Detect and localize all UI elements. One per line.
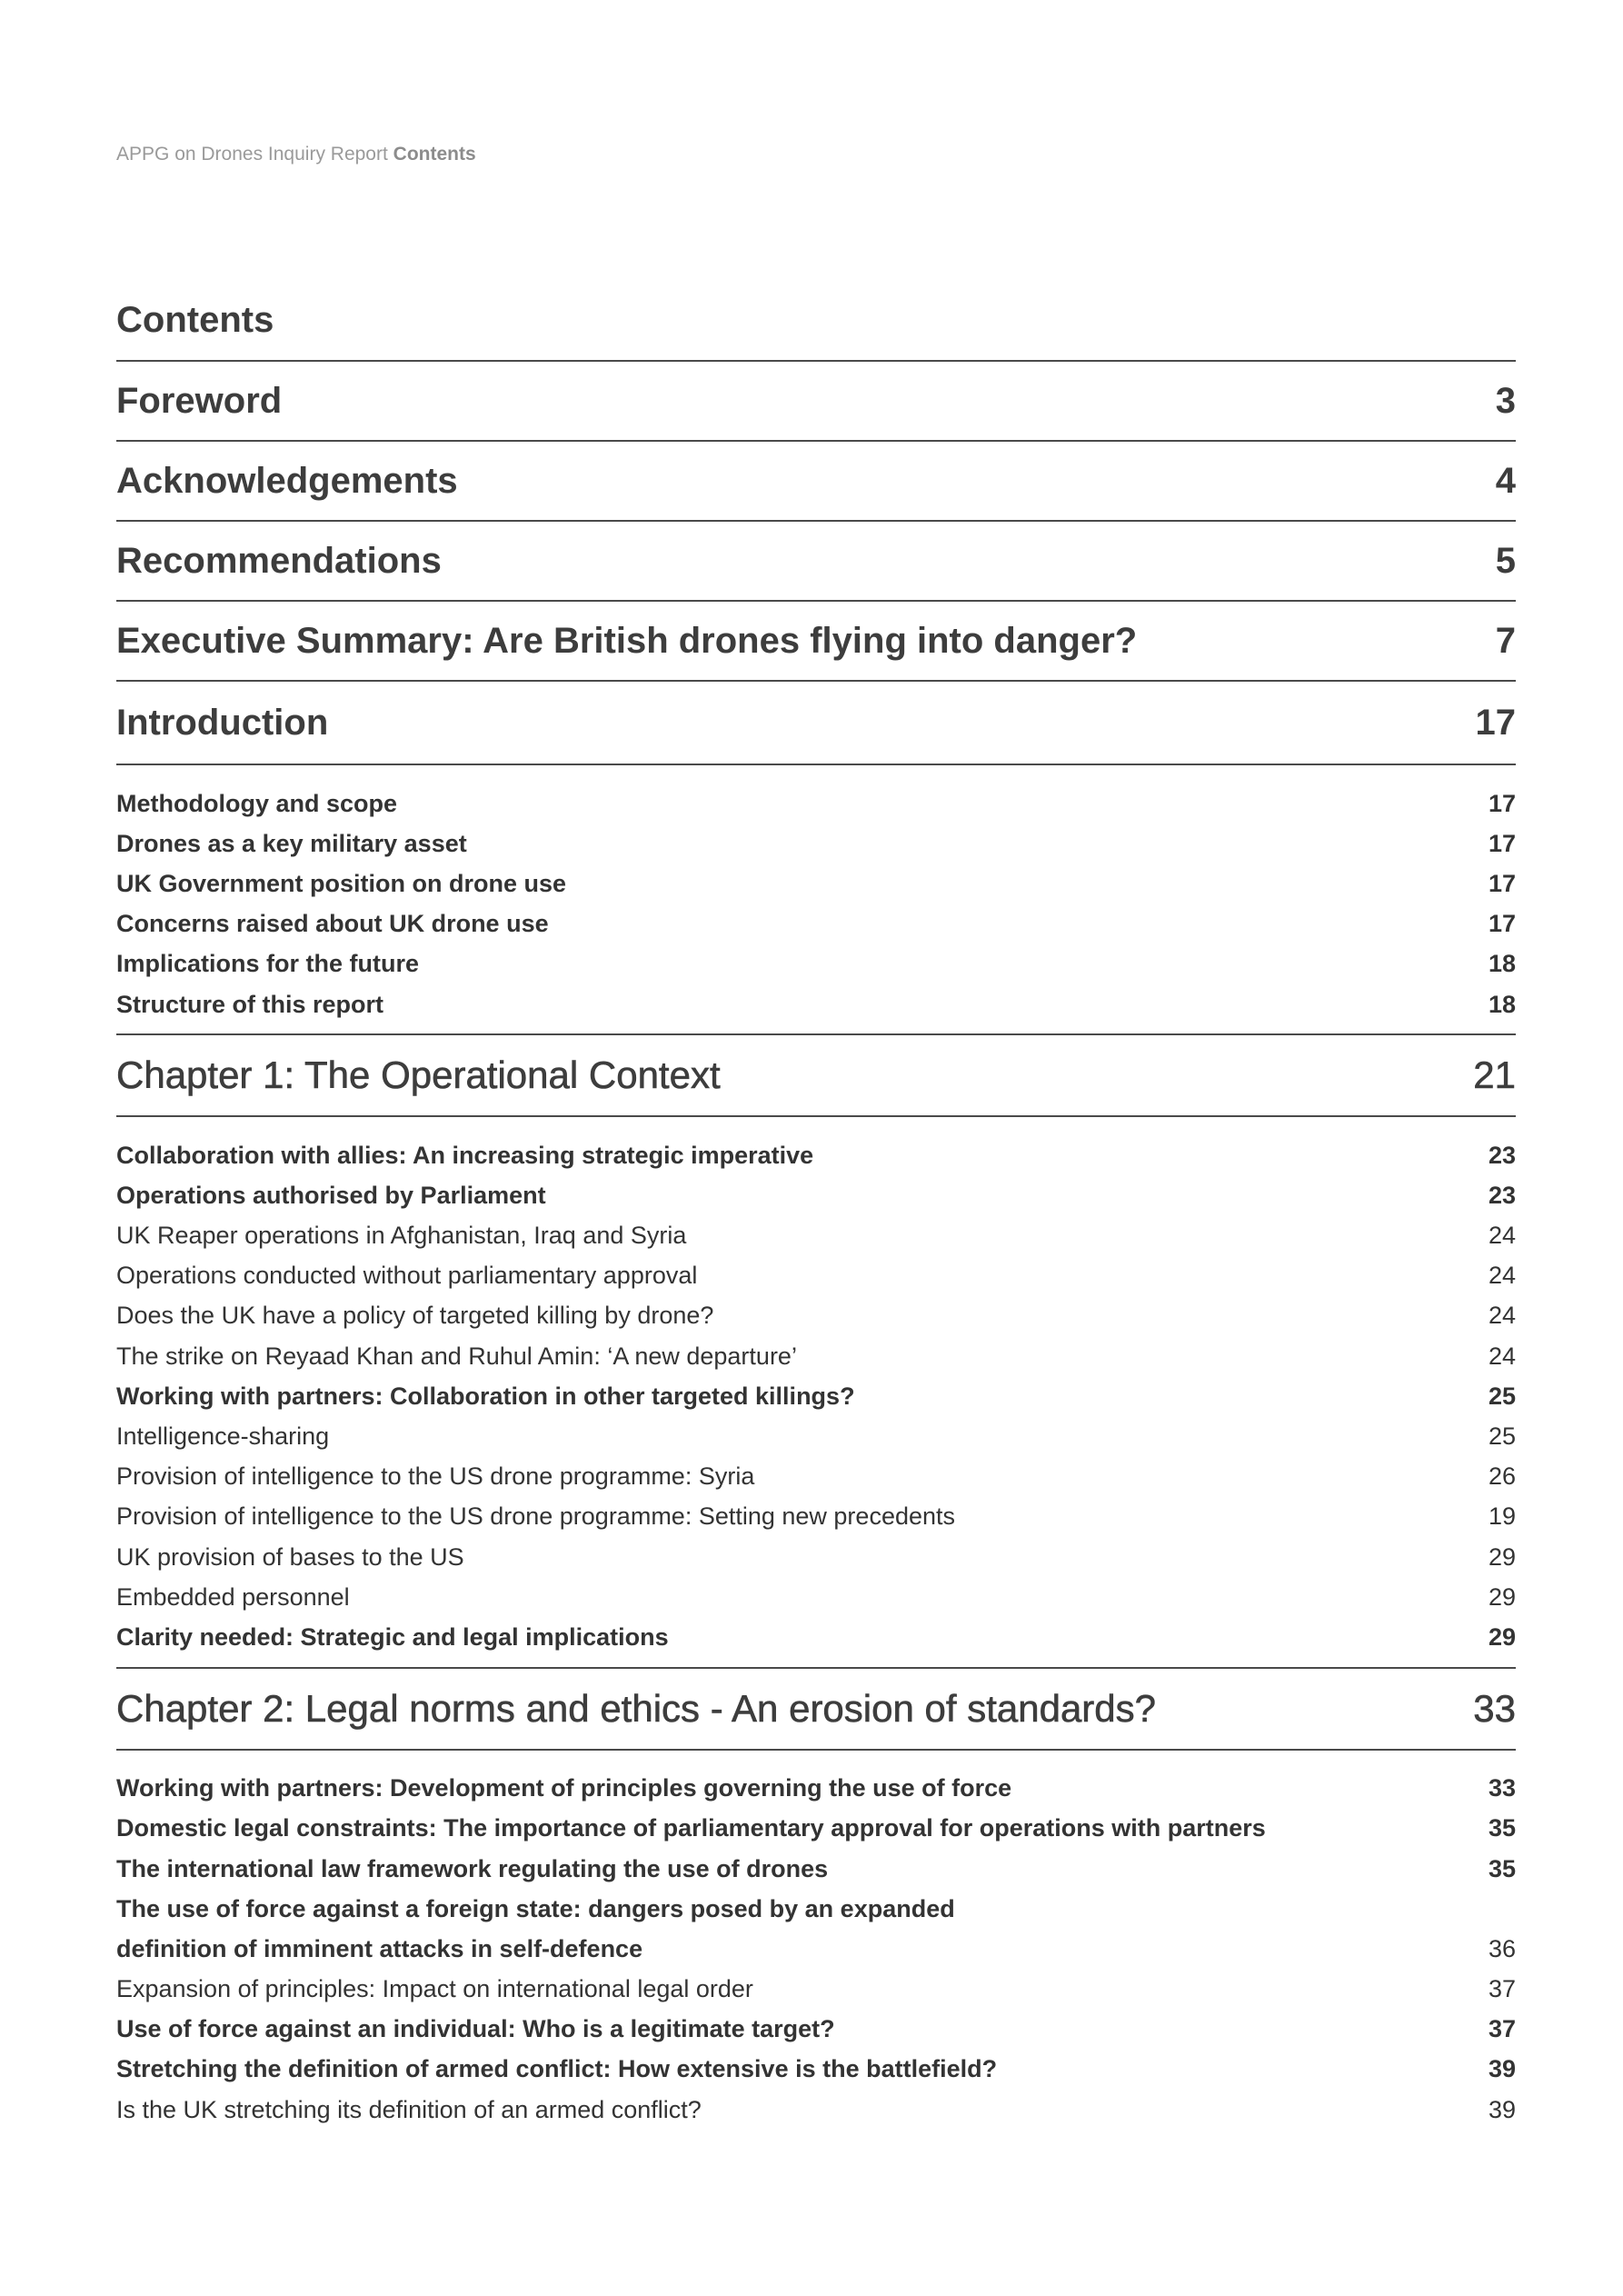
toc-subentry-label: definition of imminent attacks in self-defence: [116, 1934, 643, 1962]
toc-subentry-page: 25: [1488, 1382, 1516, 1410]
toc-subentry-label: UK Government position on drone use: [116, 869, 567, 897]
toc-subentry-page: 37: [1488, 1975, 1516, 2003]
toc-subentry-page: 26: [1488, 1462, 1516, 1491]
report-name: APPG on Drones Inquiry Report: [116, 144, 388, 165]
toc-entry-page: 4: [1495, 460, 1516, 501]
toc-subentry[interactable]: [116, 1809, 1516, 1849]
toc-subentry[interactable]: [116, 1336, 1516, 1376]
toc-subentry-page: 18: [1488, 950, 1516, 978]
toc-entry-label: Recommendations: [116, 540, 442, 581]
toc-subentry[interactable]: [116, 1849, 1516, 1889]
toc-subentry-label: Methodology and scope: [116, 789, 398, 817]
toc-subentry-label: Operations authorised by Parliament: [116, 1181, 546, 1209]
toc-subentry-page: 23: [1488, 1141, 1516, 1169]
toc-subentry-label: Provision of intelligence to the US drone programme: Syria: [116, 1462, 755, 1491]
toc-subentry-label: Use of force against an individual: Who is a legitimate target?: [116, 2015, 835, 2043]
toc-subentry[interactable]: [116, 1577, 1516, 1617]
toc-subentry-page: 35: [1488, 1814, 1516, 1842]
toc-subentry-label: The use of force against a foreign state: dangers posed by an expanded: [116, 1894, 955, 1922]
toc-subentry[interactable]: [116, 2050, 1516, 2090]
toc-subentry-label: The strike on Reyaad Khan and Ruhul Amin: ‘A new departure’: [116, 1342, 797, 1370]
table-of-contents: [116, 291, 1516, 2139]
toc-subentry-label: Collaboration with allies: An increasing strategic imperative: [116, 1141, 814, 1169]
toc-subentry[interactable]: [116, 1970, 1516, 2010]
toc-subentry-page: 37: [1488, 2015, 1516, 2043]
toc-subentry-page: 17: [1488, 869, 1516, 897]
toc-entry-introduction[interactable]: [116, 682, 1516, 765]
toc-subentry[interactable]: [116, 2090, 1516, 2130]
toc-subentry[interactable]: [116, 1457, 1516, 1497]
toc-entry-acknowledgements[interactable]: [116, 442, 1516, 522]
toc-subentry-page: 29: [1488, 1542, 1516, 1571]
toc-subentry-page: 29: [1488, 1622, 1516, 1651]
toc-entry-label: Foreword: [116, 380, 283, 421]
toc-subentry-label: Expansion of principles: Impact on international legal order: [116, 1975, 753, 2003]
toc-entry-chapter-2[interactable]: [116, 1667, 1516, 1751]
toc-subentry-page: 17: [1488, 789, 1516, 817]
toc-subentry[interactable]: [116, 1416, 1516, 1456]
toc-entry-page: 17: [1475, 702, 1516, 743]
toc-subentry[interactable]: [116, 1769, 1516, 1809]
toc-subentry[interactable]: [116, 1376, 1516, 1416]
introduction-subsections: [116, 765, 1516, 1033]
toc-subentry-page: 36: [1488, 1934, 1516, 1962]
toc-entry-chapter-1[interactable]: [116, 1033, 1516, 1117]
toc-entry-foreword[interactable]: [116, 362, 1516, 442]
toc-subentry-label: Embedded personnel: [116, 1582, 350, 1611]
toc-subentry[interactable]: [116, 784, 1516, 824]
toc-entry-label: Introduction: [116, 702, 329, 743]
toc-subentry-label: Implications for the future: [116, 950, 420, 978]
toc-subentry[interactable]: [116, 1256, 1516, 1296]
toc-subentry-label: Does the UK have a policy of targeted killing by drone?: [116, 1302, 714, 1330]
toc-subentry-label: Drones as a key military asset: [116, 829, 467, 857]
toc-entry-page: 3: [1495, 380, 1516, 421]
toc-entry-label: Acknowledgements: [116, 460, 458, 501]
toc-subentry-page: 24: [1488, 1222, 1516, 1250]
toc-subentry[interactable]: [116, 2010, 1516, 2050]
toc-subentry-page: 24: [1488, 1262, 1516, 1290]
toc-subentry-label: The international law framework regulating the use of drones: [116, 1854, 829, 1882]
chapter-1-subsections: [116, 1117, 1516, 1666]
toc-entry-label: Chapter 1: The Operational Context: [116, 1053, 721, 1097]
toc-subentry-page: 39: [1488, 2095, 1516, 2123]
toc-entry-recommendations[interactable]: [116, 522, 1516, 602]
toc-subentry-label: Intelligence-sharing: [116, 1423, 330, 1451]
toc-entry-page: 21: [1473, 1053, 1516, 1097]
toc-subentry-page: 35: [1488, 1854, 1516, 1882]
toc-subentry-page: 17: [1488, 829, 1516, 857]
toc-subentry-label: Structure of this report: [116, 990, 384, 1018]
toc-subentry[interactable]: [116, 904, 1516, 944]
toc-subentry-label: Working with partners: Development of principles governing the use of force: [116, 1774, 1012, 1802]
toc-subentry-label: Clarity needed: Strategic and legal implications: [116, 1622, 669, 1651]
page-title: Contents: [116, 291, 1516, 362]
toc-subentry-label: UK Reaper operations in Afghanistan, Iraq and Syria: [116, 1222, 687, 1250]
toc-subentry-label: Working with partners: Collaboration in other targeted killings?: [116, 1382, 855, 1410]
toc-subentry-label: Stretching the definition of armed conflict: How extensive is the battlefield?: [116, 2055, 998, 2083]
toc-subentry[interactable]: [116, 1497, 1516, 1537]
toc-subentry-page: 17: [1488, 910, 1516, 938]
toc-subentry-page: 39: [1488, 2055, 1516, 2083]
toc-subentry[interactable]: [116, 1175, 1516, 1215]
toc-subentry[interactable]: [116, 1537, 1516, 1577]
toc-subentry[interactable]: [116, 824, 1516, 863]
toc-subentry[interactable]: [116, 944, 1516, 984]
toc-subentry-label: Provision of intelligence to the US drone programme: Setting new precedents: [116, 1502, 956, 1531]
toc-subentry[interactable]: [116, 1135, 1516, 1175]
toc-subentry[interactable]: [116, 1617, 1516, 1657]
toc-entry-page: 33: [1473, 1686, 1516, 1730]
toc-entry-label: Chapter 2: Legal norms and ethics - An erosion of standards?: [116, 1686, 1157, 1730]
toc-subentry-page: 29: [1488, 1582, 1516, 1611]
toc-subentry[interactable]: [116, 984, 1516, 1024]
toc-subentry-label: Concerns raised about UK drone use: [116, 910, 549, 938]
toc-subentry-label: Domestic legal constraints: The importance of parliamentary approval for operations with partners: [116, 1814, 1266, 1842]
toc-subentry[interactable]: [116, 1296, 1516, 1336]
section-name: Contents: [393, 144, 476, 165]
toc-subentry-label: Is the UK stretching its definition of an armed conflict?: [116, 2095, 702, 2123]
toc-entry-label: Executive Summary: Are British drones flying into danger?: [116, 620, 1138, 661]
toc-subentry-page: 25: [1488, 1423, 1516, 1451]
toc-subentry-page: 24: [1488, 1342, 1516, 1370]
running-header: [116, 144, 476, 165]
toc-entry-page: 7: [1495, 620, 1516, 661]
toc-subentry[interactable]: [116, 1216, 1516, 1256]
toc-subentry-page: 33: [1488, 1774, 1516, 1802]
toc-subentry-label: UK provision of bases to the US: [116, 1542, 464, 1571]
toc-subentry-page: 23: [1488, 1181, 1516, 1209]
toc-subentry-label: Operations conducted without parliamentary approval: [116, 1262, 698, 1290]
toc-entry-page: 5: [1495, 540, 1516, 581]
toc-subentry-page: 19: [1488, 1502, 1516, 1531]
toc-subentry[interactable]: [116, 1929, 1516, 1969]
toc-subentry-page: 24: [1488, 1302, 1516, 1330]
chapter-2-subsections: [116, 1751, 1516, 2140]
toc-subentry[interactable]: [116, 1889, 1516, 1929]
toc-subentry[interactable]: [116, 863, 1516, 903]
toc-entry-executive-summary[interactable]: [116, 602, 1516, 682]
toc-subentry-page: 18: [1488, 990, 1516, 1018]
